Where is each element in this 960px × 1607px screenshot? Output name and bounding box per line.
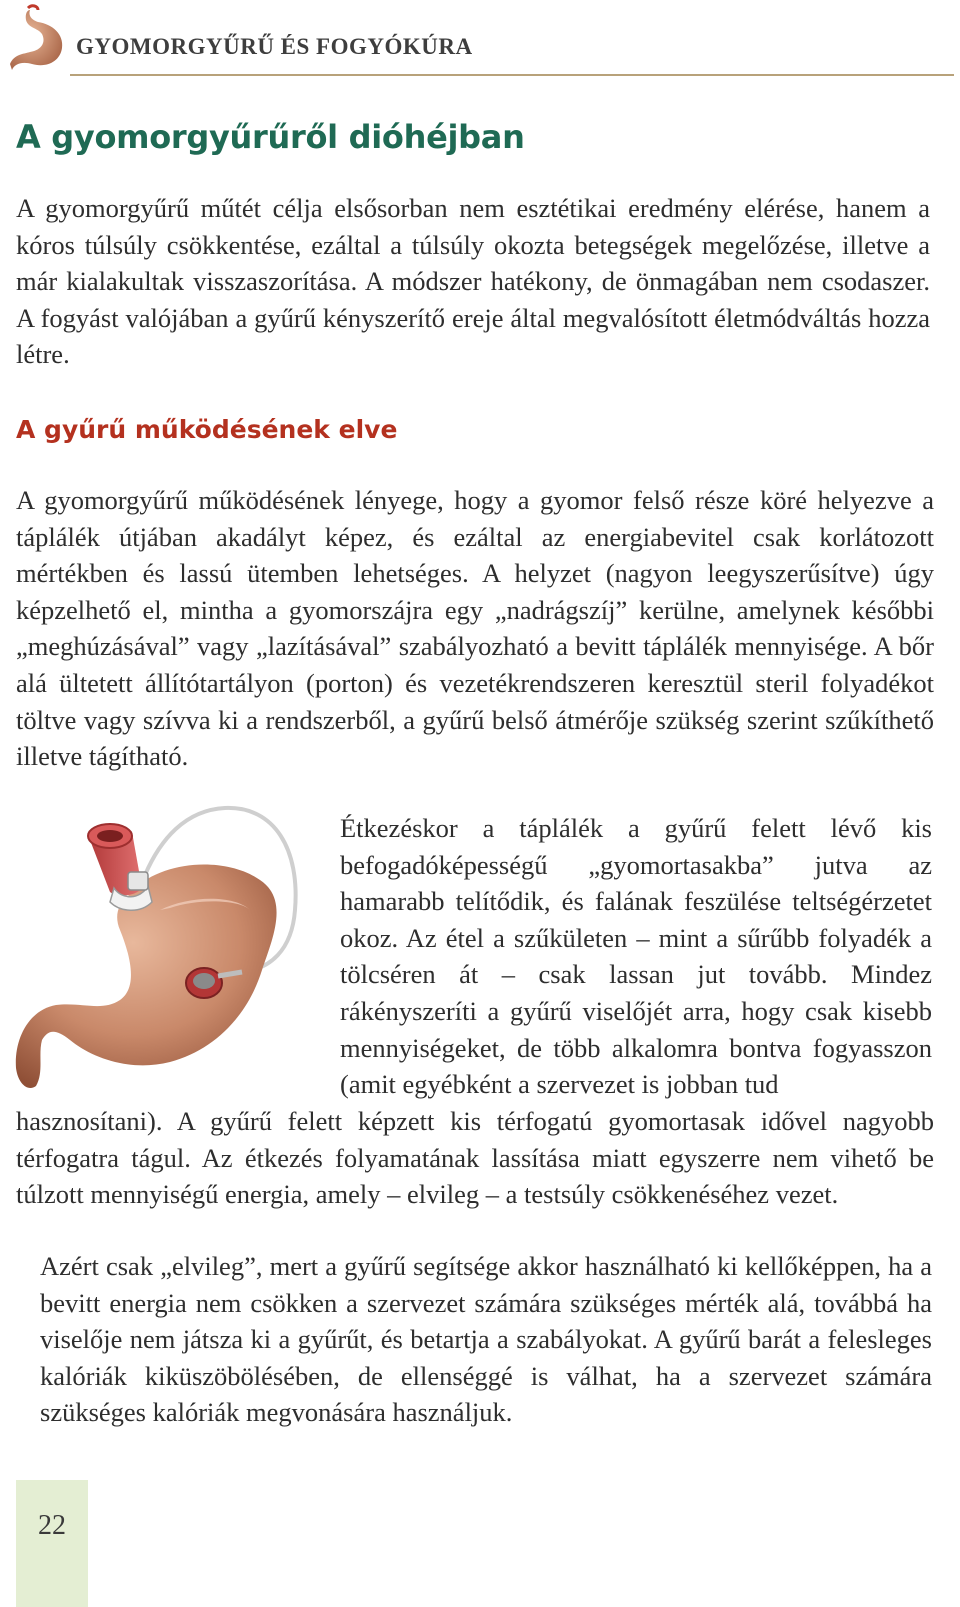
header-divider xyxy=(70,74,954,76)
wrapped-paragraph-part-1: Étkezéskor a táplálék a gyűrű felett lévő kis befogadóképességű „gyomortasakba” jutva az hamarabb telítődik, és falának feszülése teltségérzetet okoz. Az étel a szűkületen – mint a sűrűbb folyadék a tölcséren át – csak lassan jut tovább. Mindez rákényszeríti a gyűrű viselőjét arra, hogy csak kisebb mennyiségeket, de több alkalomra bontva fogyasszon (amit egyébként a szervezet is jobban tud xyxy=(340,813,932,1100)
page-header xyxy=(0,0,960,80)
stomach-with-gastric-band-icon xyxy=(10,800,320,1095)
subsection-title: A gyűrű működésének elve xyxy=(16,415,398,444)
wrapped-paragraph-part-2: hasznosítani). A gyűrű felett képzett kis térfogatú gyomortasak idővel nagyobb térfogatra tágul. Az étkezés folyamatának lassítása miatt egyszerre nem vihető be túlzott mennyiségű energia, amely – elvileg – a testsúly csökkenéséhez vezet. xyxy=(16,1106,934,1210)
mechanism-paragraph: A gyomorgyűrű működésének lényege, hogy a gyomor felső része köré helyezve a táplálék útjában akadályt képez, és ezáltal az energiabevitel csak korlátozott mértékben és lassú ütemben lehetséges. A helyzet (nagyon leegyszerűsítve) úgy képzelhető el, mintha a gyomorszájra egy „nadrágszíj” kerülne, amelynek későbbi „meghúzásával” vagy „lazításával” szabályozható a bevitt táplálék mennyisége. A bőr alá ültetett állítótartályon (porton) és vezetékrendszeren keresztül steril folyadékot töltve vagy szívva ki a rendszerből, a gyűrű belső átmérője szükség szerint szűkíthető illetve tágítható. xyxy=(16,485,934,772)
note-paragraph: Azért csak „elvileg”, mert a gyűrű segítsége akkor használható ki kellőképpen, ha a bevitt energia nem csökken a szervezet számára szükséges mérték alá, továbbá ha viselője nem játsza ki a gyűrűt, és betartja a szabályokat. A gyűrű barát a felesleges kalóriák kiküszöbölésében, de ellenséggé is válhat, ha a szervezet számára szükséges kalóriák megvonására használjuk. xyxy=(40,1251,932,1428)
stomach-logo-icon xyxy=(8,4,70,72)
page-number-box xyxy=(16,1480,88,1607)
intro-paragraph: A gyomorgyűrű műtét célja elsősorban nem esztétikai eredmény elérése, hanem a kóros túlsúly csökkentése, ezáltal a túlsúly okozta betegségek megelőzése, illetve a már kialakultak visszaszorítása. A módszer hatékony, de önmagában nem csodaszer. A fogyást valójában a gyűrű kényszerítő ereje által megvalósított életmódváltás hozza létre. xyxy=(16,193,930,370)
section-title: A gyomorgyűrűről dióhéjban xyxy=(16,118,525,156)
page-number: 22 xyxy=(38,1510,66,1541)
running-title: GYOMORGYŰRŰ ÉS FOGYÓKÚRA xyxy=(76,34,473,59)
